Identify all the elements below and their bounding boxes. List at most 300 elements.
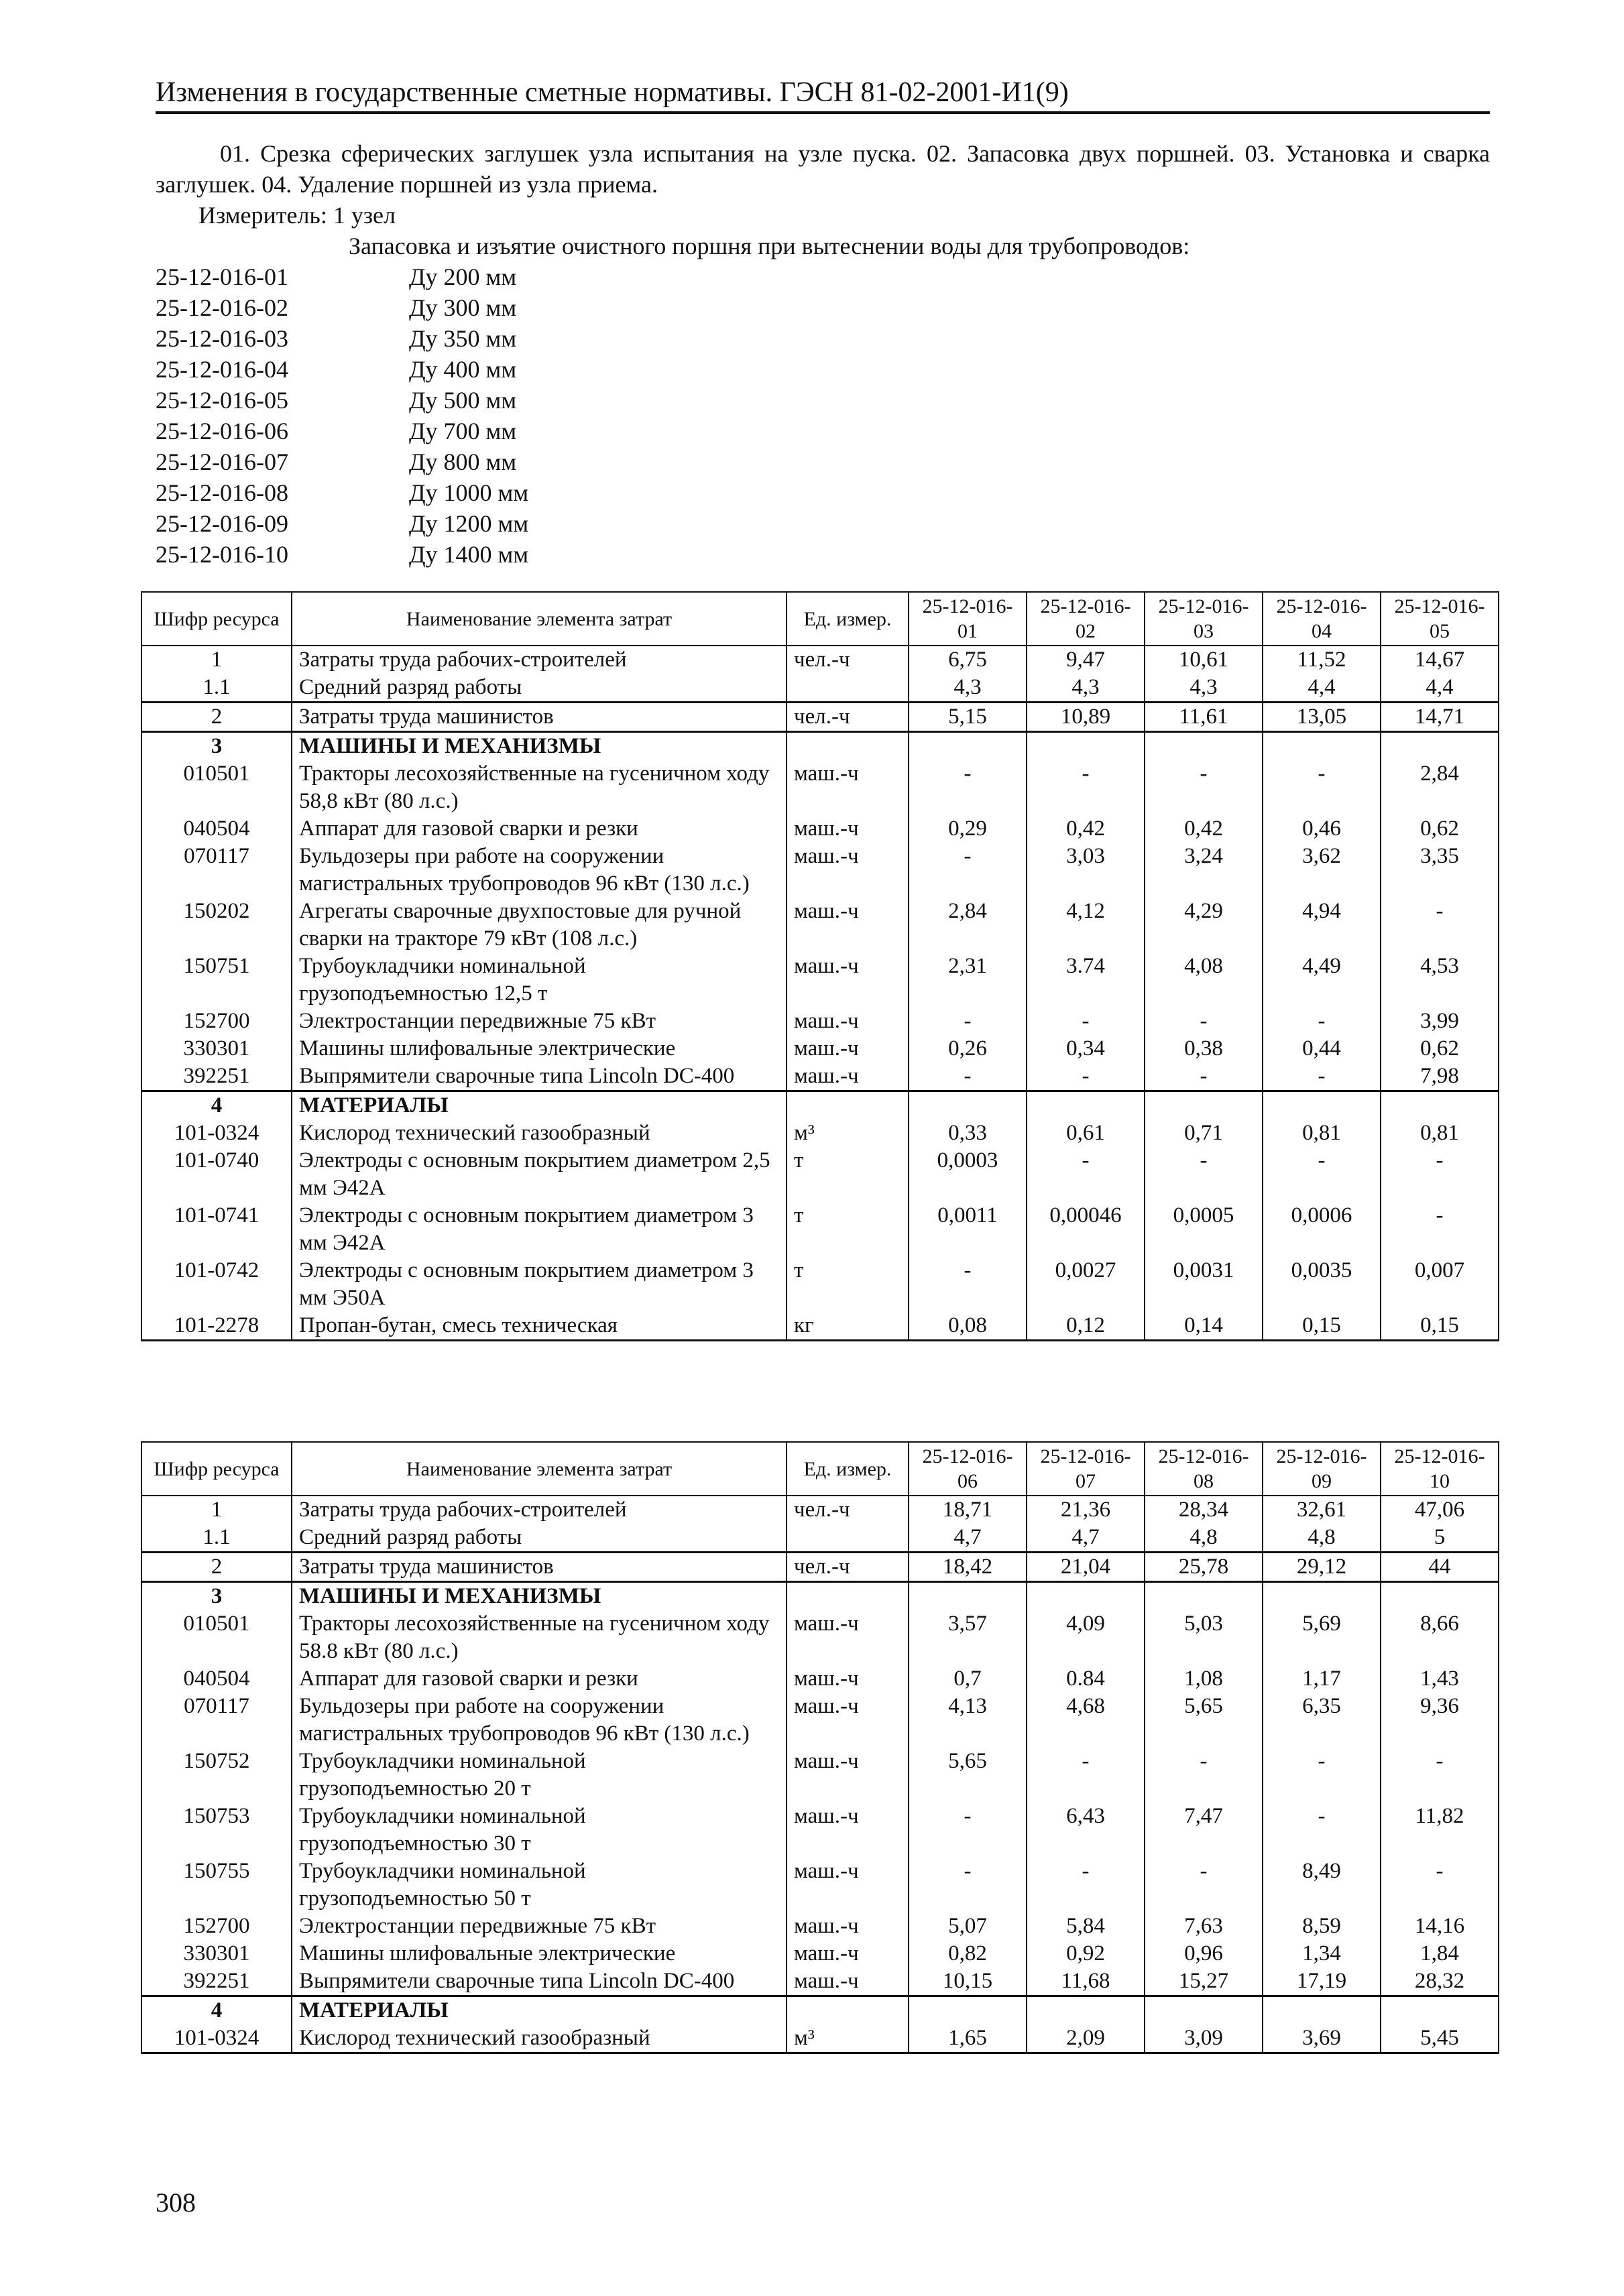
value-cell: - [1145, 1063, 1263, 1091]
value-cell: 1,34 [1263, 1940, 1381, 1968]
value-cell: - [909, 1803, 1027, 1858]
value-cell: 4,68 [1027, 1693, 1145, 1748]
header-name: Наименование элемента затрат [292, 1442, 787, 1496]
table-row [141, 1202, 1499, 1257]
norm-code-description: Ду 800 мм [409, 448, 517, 475]
value-cell: 0,0027 [1027, 1257, 1145, 1312]
resource-code: 1 [141, 1496, 292, 1524]
table-row [141, 1610, 1499, 1665]
table-row [141, 1063, 1499, 1091]
resource-code: 150751 [141, 953, 292, 1008]
meter-text: Измеритель: 1 узел [198, 202, 396, 229]
cost-element-name: Пропан-бутан, смесь техническая [292, 1312, 787, 1341]
value-cell: 11,61 [1145, 703, 1263, 732]
value-cell: 4,8 [1145, 1524, 1263, 1553]
value-cell: 0,44 [1263, 1035, 1381, 1063]
value-cell: - [909, 1008, 1027, 1035]
norm-code-row [156, 354, 1490, 385]
value-cell: - [1027, 760, 1145, 815]
resource-code: 1.1 [141, 1524, 292, 1553]
resource-code: 101-2278 [141, 1312, 292, 1341]
value-cell [1145, 732, 1263, 761]
value-cell: 2,84 [1381, 760, 1499, 815]
unit-cell [787, 1524, 909, 1553]
value-cell: 18,71 [909, 1496, 1027, 1524]
table-row [141, 760, 1499, 815]
norm-code-description: Ду 1000 мм [409, 479, 529, 506]
value-cell: 5,65 [1145, 1693, 1263, 1748]
value-cell: 18,42 [909, 1553, 1027, 1582]
value-cell: 0,7 [909, 1665, 1027, 1693]
value-cell: 3,99 [1381, 1008, 1499, 1035]
cost-element-name: МАШИНЫ И МЕХАНИЗМЫ [292, 1582, 787, 1611]
value-cell [1263, 1582, 1381, 1611]
header-norm-code: 25-12-016-09 [1263, 1442, 1381, 1496]
table-row [141, 1524, 1499, 1553]
operations-text: 01. Срезка сферических заглушек узла испытания на узле пуска. 02. Запасовка двух поршней. 03. Установка и сварка заглушек. 04. Удаление поршней из узла приема. [156, 140, 1490, 198]
unit-cell: маш.-ч [787, 1748, 909, 1803]
norm-table-2 [141, 1441, 1499, 2054]
norm-code: 25-12-016-02 [156, 294, 288, 321]
value-cell: 3,62 [1263, 843, 1381, 898]
value-cell: 3,03 [1027, 843, 1145, 898]
value-cell: 6,35 [1263, 1693, 1381, 1748]
resource-code: 070117 [141, 843, 292, 898]
table-row [141, 646, 1499, 674]
unit-cell: маш.-ч [787, 1940, 909, 1968]
value-cell: - [1263, 1803, 1381, 1858]
table-row [141, 674, 1499, 703]
cost-element-name: Электростанции передвижные 75 кВт [292, 1913, 787, 1940]
value-cell: - [1263, 1063, 1381, 1091]
header-norm-code: 25-12-016-04 [1263, 592, 1381, 646]
value-cell: 28,34 [1145, 1496, 1263, 1524]
value-cell: 47,06 [1381, 1496, 1499, 1524]
value-cell: 0.84 [1027, 1665, 1145, 1693]
cost-element-name: Кислород технический газообразный [292, 1120, 787, 1147]
value-cell [909, 1996, 1027, 2025]
value-cell: 0,96 [1145, 1940, 1263, 1968]
cost-element-name: Электроды с основным покрытием диаметром 3 мм Э42А [292, 1202, 787, 1257]
value-cell: - [909, 843, 1027, 898]
header-norm-code: 25-12-016-05 [1381, 592, 1499, 646]
norm-table-1 [141, 591, 1499, 1341]
resource-code: 101-0324 [141, 1120, 292, 1147]
unit-cell: маш.-ч [787, 1610, 909, 1665]
header-norm-code: 25-12-016-03 [1145, 592, 1263, 646]
unit-cell: м³ [787, 1120, 909, 1147]
section-row [141, 1996, 1499, 2025]
header-code: Шифр ресурса [141, 1442, 292, 1496]
cost-element-name: Электроды с основным покрытием диаметром 3 мм Э50А [292, 1257, 787, 1312]
table-row [141, 815, 1499, 843]
value-cell [1381, 732, 1499, 761]
resource-code: 101-0740 [141, 1147, 292, 1202]
header-name: Наименование элемента затрат [292, 592, 787, 646]
table-row [141, 1147, 1499, 1202]
value-cell: 5,69 [1263, 1610, 1381, 1665]
value-cell: 4,8 [1263, 1524, 1381, 1553]
value-cell [1381, 1091, 1499, 1120]
cost-element-name: Бульдозеры при работе на сооружении магистральных трубопроводов 96 кВт (130 л.с.) [292, 1693, 787, 1748]
value-cell: - [1027, 1147, 1145, 1202]
norm-code-description: Ду 400 мм [409, 356, 517, 383]
resource-code: 3 [141, 732, 292, 761]
cost-element-name: Кислород технический газообразный [292, 2025, 787, 2053]
value-cell: 0,81 [1381, 1120, 1499, 1147]
unit-cell [787, 1582, 909, 1611]
norm-code: 25-12-016-09 [156, 510, 288, 537]
value-cell: 0,92 [1027, 1940, 1145, 1968]
section-row [141, 1091, 1499, 1120]
cost-element-name: Затраты труда рабочих-строителей [292, 646, 787, 674]
unit-cell: кг [787, 1312, 909, 1341]
value-cell: 15,27 [1145, 1968, 1263, 1996]
value-cell: 0,0011 [909, 1202, 1027, 1257]
value-cell: 4,29 [1145, 898, 1263, 953]
value-cell: 4,94 [1263, 898, 1381, 953]
cost-element-name: МАШИНЫ И МЕХАНИЗМЫ [292, 732, 787, 761]
value-cell: 4,08 [1145, 953, 1263, 1008]
value-cell: 4,4 [1381, 674, 1499, 703]
value-cell: 4,3 [909, 674, 1027, 703]
value-cell: 7,98 [1381, 1063, 1499, 1091]
norm-subtitle: Запасовка и изъятие очистного поршня при вытеснении воды для трубопроводов: [349, 233, 1190, 259]
unit-cell [787, 674, 909, 703]
header-norm-code: 25-12-016-06 [909, 1442, 1027, 1496]
value-cell: 3.74 [1027, 953, 1145, 1008]
value-cell: 0,46 [1263, 815, 1381, 843]
resource-code: 150755 [141, 1858, 292, 1913]
resource-code: 010501 [141, 1610, 292, 1665]
page-number: 308 [156, 2187, 196, 2218]
value-cell: 0,42 [1145, 815, 1263, 843]
resource-code: 2 [141, 703, 292, 732]
value-cell: 8,59 [1263, 1913, 1381, 1940]
value-cell: - [909, 760, 1027, 815]
value-cell: - [1381, 1147, 1499, 1202]
norm-code-list [156, 261, 1490, 570]
norm-code: 25-12-016-08 [156, 479, 288, 506]
unit-cell: маш.-ч [787, 953, 909, 1008]
value-cell: 0,62 [1381, 1035, 1499, 1063]
unit-cell [787, 732, 909, 761]
table-row [141, 1803, 1499, 1858]
value-cell [909, 1091, 1027, 1120]
header-unit: Ед. измер. [787, 592, 909, 646]
value-cell: 9,36 [1381, 1693, 1499, 1748]
value-cell [909, 1582, 1027, 1611]
unit-cell: т [787, 1257, 909, 1312]
norm-code: 25-12-016-10 [156, 541, 288, 568]
unit-cell: маш.-ч [787, 1968, 909, 1996]
value-cell: - [1145, 1748, 1263, 1803]
table-row [141, 1940, 1499, 1968]
value-cell: 21,36 [1027, 1496, 1145, 1524]
value-cell: 1,17 [1263, 1665, 1381, 1693]
cost-element-name: Трубоукладчики номинальной грузоподъемностью 50 т [292, 1858, 787, 1913]
resource-code: 150753 [141, 1803, 292, 1858]
unit-cell: чел.-ч [787, 703, 909, 732]
value-cell: 1,65 [909, 2025, 1027, 2053]
value-cell [1027, 1582, 1145, 1611]
running-header: Изменения в государственные сметные нормативы. ГЭСН 81-02-2001-И1(9) [156, 75, 1490, 114]
norm-code-row [156, 508, 1490, 539]
value-cell: 7,63 [1145, 1913, 1263, 1940]
value-cell: 0,81 [1263, 1120, 1381, 1147]
value-cell: - [909, 1858, 1027, 1913]
table-row [141, 1312, 1499, 1341]
value-cell: - [1263, 1147, 1381, 1202]
value-cell: - [909, 1063, 1027, 1091]
value-cell: 4,49 [1263, 953, 1381, 1008]
resource-code: 150752 [141, 1748, 292, 1803]
value-cell: 2,84 [909, 898, 1027, 953]
value-cell: 0,34 [1027, 1035, 1145, 1063]
norm-code: 25-12-016-05 [156, 387, 288, 414]
resource-code: 101-0741 [141, 1202, 292, 1257]
norm-code-description: Ду 200 мм [409, 263, 517, 290]
cost-element-name: Средний разряд работы [292, 674, 787, 703]
value-cell: 3,35 [1381, 843, 1499, 898]
value-cell: 0,12 [1027, 1312, 1145, 1341]
value-cell: 0,00046 [1027, 1202, 1145, 1257]
value-cell: - [1027, 1063, 1145, 1091]
unit-cell: чел.-ч [787, 1553, 909, 1582]
resource-code: 040504 [141, 815, 292, 843]
cost-element-name: Аппарат для газовой сварки и резки [292, 1665, 787, 1693]
unit-cell: маш.-ч [787, 815, 909, 843]
value-cell [1145, 1996, 1263, 2025]
value-cell: 11,82 [1381, 1803, 1499, 1858]
table-row [141, 1748, 1499, 1803]
value-cell: - [1145, 1008, 1263, 1035]
value-cell: 0,0031 [1145, 1257, 1263, 1312]
value-cell: - [1381, 1748, 1499, 1803]
value-cell: 5,65 [909, 1748, 1027, 1803]
value-cell: 4,12 [1027, 898, 1145, 953]
value-cell: 0,33 [909, 1120, 1027, 1147]
value-cell: 25,78 [1145, 1553, 1263, 1582]
table-row [141, 2025, 1499, 2053]
value-cell: 0,0035 [1263, 1257, 1381, 1312]
value-cell: 14,16 [1381, 1913, 1499, 1940]
value-cell: 5,84 [1027, 1913, 1145, 1940]
unit-cell: чел.-ч [787, 1496, 909, 1524]
norm-code-description: Ду 700 мм [409, 418, 517, 444]
value-cell: 10,15 [909, 1968, 1027, 1996]
value-cell: 6,43 [1027, 1803, 1145, 1858]
value-cell: 11,52 [1263, 646, 1381, 674]
value-cell: 5,45 [1381, 2025, 1499, 2053]
table-row [141, 1858, 1499, 1913]
resource-code: 152700 [141, 1008, 292, 1035]
value-cell: 4,09 [1027, 1610, 1145, 1665]
value-cell: 3,69 [1263, 2025, 1381, 2053]
table-row [141, 1913, 1499, 1940]
value-cell: 0,82 [909, 1940, 1027, 1968]
value-cell: 3,57 [909, 1610, 1027, 1665]
value-cell: 2,09 [1027, 2025, 1145, 2053]
value-cell: 8,66 [1381, 1610, 1499, 1665]
norm-code-description: Ду 500 мм [409, 387, 517, 414]
value-cell [1381, 1582, 1499, 1611]
cost-element-name: Машины шлифовальные электрические [292, 1035, 787, 1063]
value-cell: - [1027, 1008, 1145, 1035]
value-cell: 0,62 [1381, 815, 1499, 843]
value-cell: - [1381, 1858, 1499, 1913]
value-cell: 32,61 [1263, 1496, 1381, 1524]
value-cell: 1,43 [1381, 1665, 1499, 1693]
norm-code-row [156, 416, 1490, 446]
header-code: Шифр ресурса [141, 592, 292, 646]
cost-element-name: Трубоукладчики номинальной грузоподъемностью 30 т [292, 1803, 787, 1858]
value-cell: 4,7 [1027, 1524, 1145, 1553]
value-cell: 44 [1381, 1553, 1499, 1582]
norm-code: 25-12-016-06 [156, 418, 288, 444]
value-cell: 0,0005 [1145, 1202, 1263, 1257]
table-row [141, 1553, 1499, 1582]
cost-element-name: МАТЕРИАЛЫ [292, 1996, 787, 2025]
value-cell: 0,61 [1027, 1120, 1145, 1147]
value-cell [1263, 1996, 1381, 2025]
value-cell: 5,15 [909, 703, 1027, 732]
table-row [141, 898, 1499, 953]
table-row [141, 1665, 1499, 1693]
cost-element-name: Выпрямители сварочные типа Lincoln DC-400 [292, 1968, 787, 1996]
header-unit: Ед. измер. [787, 1442, 909, 1496]
cost-element-name: Затраты труда рабочих-строителей [292, 1496, 787, 1524]
cost-element-name: Машины шлифовальные электрические [292, 1940, 787, 1968]
table-header-row [141, 1442, 1499, 1496]
value-cell: - [1145, 1147, 1263, 1202]
cost-element-name: Электростанции передвижные 75 кВт [292, 1008, 787, 1035]
value-cell: 0,15 [1263, 1312, 1381, 1341]
unit-cell: маш.-ч [787, 1913, 909, 1940]
unit-cell: маш.-ч [787, 1693, 909, 1748]
unit-cell: маш.-ч [787, 1803, 909, 1858]
unit-cell: т [787, 1202, 909, 1257]
cost-element-name: Средний разряд работы [292, 1524, 787, 1553]
norm-code-description: Ду 300 мм [409, 294, 517, 321]
value-cell: 5 [1381, 1524, 1499, 1553]
resource-code: 070117 [141, 1693, 292, 1748]
table-row [141, 1008, 1499, 1035]
norm-code-row [156, 261, 1490, 292]
resource-code: 101-0324 [141, 2025, 292, 2053]
value-cell: 0,007 [1381, 1257, 1499, 1312]
value-cell: - [1263, 760, 1381, 815]
value-cell: 0,08 [909, 1312, 1027, 1341]
value-cell [1027, 732, 1145, 761]
header-norm-code: 25-12-016-07 [1027, 1442, 1145, 1496]
cost-element-name: Трубоукладчики номинальной грузоподъемностью 20 т [292, 1748, 787, 1803]
cost-element-name: Затраты труда машинистов [292, 703, 787, 732]
value-cell: 0,15 [1381, 1312, 1499, 1341]
value-cell: 21,04 [1027, 1553, 1145, 1582]
value-cell: - [1027, 1748, 1145, 1803]
norm-code: 25-12-016-01 [156, 263, 288, 290]
value-cell: - [1145, 760, 1263, 815]
cost-element-name: МАТЕРИАЛЫ [292, 1091, 787, 1120]
unit-cell [787, 1996, 909, 2025]
unit-cell: маш.-ч [787, 898, 909, 953]
value-cell: 0,14 [1145, 1312, 1263, 1341]
header-norm-code: 25-12-016-10 [1381, 1442, 1499, 1496]
norm-code: 25-12-016-04 [156, 356, 288, 383]
norm-code-description: Ду 350 мм [409, 325, 517, 352]
table-row [141, 1968, 1499, 1996]
value-cell: 8,49 [1263, 1858, 1381, 1913]
value-cell [1145, 1091, 1263, 1120]
unit-cell: м³ [787, 2025, 909, 2053]
value-cell: 0,42 [1027, 815, 1145, 843]
value-cell: 28,32 [1381, 1968, 1499, 1996]
unit-cell: маш.-ч [787, 760, 909, 815]
value-cell [1027, 1091, 1145, 1120]
value-cell: 14,67 [1381, 646, 1499, 674]
table-row [141, 1496, 1499, 1524]
value-cell: 2,31 [909, 953, 1027, 1008]
resource-code: 101-0742 [141, 1257, 292, 1312]
resource-code: 4 [141, 1996, 292, 2025]
table-row [141, 953, 1499, 1008]
norm-code: 25-12-016-03 [156, 325, 288, 352]
resource-code: 4 [141, 1091, 292, 1120]
norm-code-row [156, 385, 1490, 416]
norm-code: 25-12-016-07 [156, 448, 288, 475]
value-cell: 10,89 [1027, 703, 1145, 732]
value-cell: 4,53 [1381, 953, 1499, 1008]
cost-element-name: Электроды с основным покрытием диаметром 2,5 мм Э42А [292, 1147, 787, 1202]
value-cell [1381, 1996, 1499, 2025]
cost-element-name: Бульдозеры при работе на сооружении магистральных трубопроводов 96 кВт (130 л.с.) [292, 843, 787, 898]
value-cell: - [1263, 1008, 1381, 1035]
table-row [141, 703, 1499, 732]
value-cell: 9,47 [1027, 646, 1145, 674]
resource-code: 392251 [141, 1063, 292, 1091]
value-cell: 29,12 [1263, 1553, 1381, 1582]
value-cell: 14,71 [1381, 703, 1499, 732]
value-cell: - [909, 1257, 1027, 1312]
norm-code-row [156, 539, 1490, 570]
cost-element-name: Тракторы лесохозяйственные на гусеничном ходу 58.8 кВт (80 л.с.) [292, 1610, 787, 1665]
value-cell: - [1263, 1748, 1381, 1803]
table-row [141, 843, 1499, 898]
value-cell: 3,24 [1145, 843, 1263, 898]
resource-code: 150202 [141, 898, 292, 953]
resource-code: 330301 [141, 1035, 292, 1063]
table-row [141, 1120, 1499, 1147]
unit-cell: маш.-ч [787, 1008, 909, 1035]
norm-code-description: Ду 1200 мм [409, 510, 529, 537]
resource-code: 392251 [141, 1968, 292, 1996]
cost-element-name: Выпрямители сварочные типа Lincoln DC-400 [292, 1063, 787, 1091]
section-intro [156, 138, 1490, 570]
unit-cell: маш.-ч [787, 843, 909, 898]
value-cell [1027, 1996, 1145, 2025]
value-cell [909, 732, 1027, 761]
resource-code: 1.1 [141, 674, 292, 703]
value-cell: 4,13 [909, 1693, 1027, 1748]
value-cell: 0,0006 [1263, 1202, 1381, 1257]
unit-cell: т [787, 1147, 909, 1202]
value-cell: 4,7 [909, 1524, 1027, 1553]
unit-cell: маш.-ч [787, 1665, 909, 1693]
value-cell: 4,3 [1027, 674, 1145, 703]
value-cell: 4,4 [1263, 674, 1381, 703]
value-cell: 4,3 [1145, 674, 1263, 703]
